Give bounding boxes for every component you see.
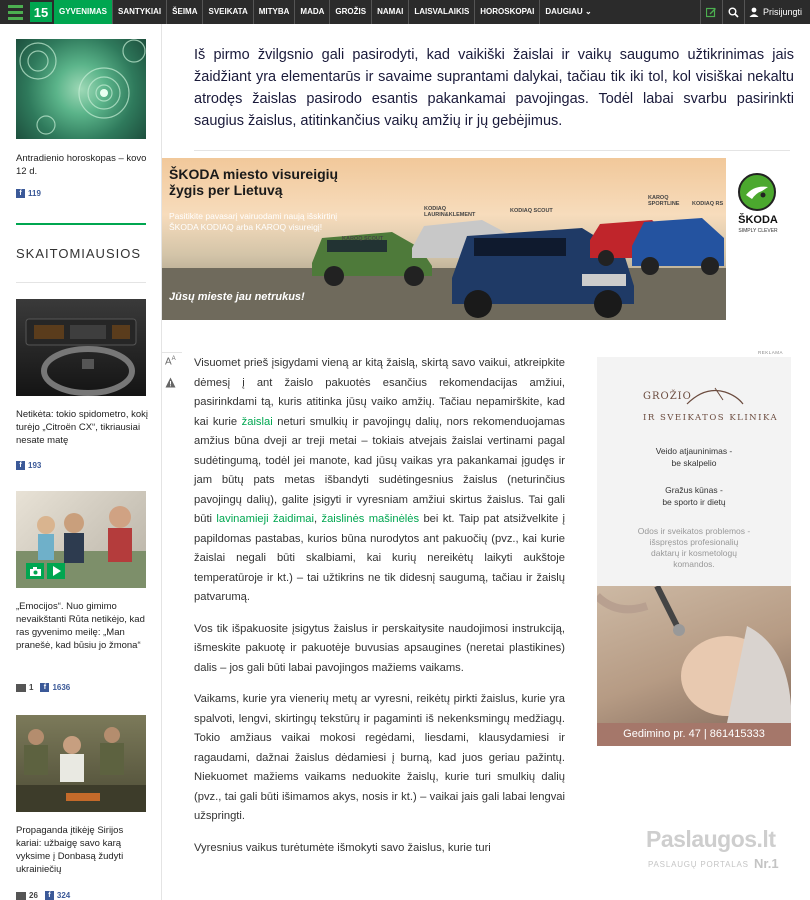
- intro-divider: [194, 150, 790, 151]
- facebook-share-count: 193: [28, 461, 42, 470]
- section-accent-line: [16, 223, 146, 225]
- section-divider: [16, 282, 146, 283]
- ad-grey-line4: komandos.: [673, 559, 715, 569]
- card-title-horoscope[interactable]: Antradienio horoskopas – kovo 12 d.: [16, 153, 147, 177]
- car-label-karoq-scout: KAROQ SCOUT: [342, 236, 384, 242]
- nav-item-daugiau-label: DAUGIAU: [545, 7, 583, 16]
- left-sidebar: [0, 24, 162, 900]
- facebook-share-count: 119: [28, 189, 41, 198]
- nav-item-laisvalaikis[interactable]: LAISVALAIKIS: [409, 0, 475, 24]
- car-label-kodiaq-rs: KODIAQ RS: [692, 201, 724, 207]
- nav-item-namai[interactable]: NAMAI: [372, 0, 409, 24]
- ad-grey-line3: daktarų ir kosmetologų: [651, 548, 737, 558]
- article-paragraph-3: Vaikams, kurie yra vienerių metų ar vyresni, reikėtų pirkti žaislus, kurie yra spalvoti, lengvi, skirtingų tekstūrų ir pagaminti iš nekenksmingų medžiagų. Tokio amžiaus vaikai mokosi regėdami, liesdami, klausydamiesi ir ragaudami, dažnai žaislus dėdamiesi į burną, kad juos geriau pažintų. Niekuomet mažiems vaikams neduokite žaislų, kurie turi smulkių dalių (pvz., tai gali būti išimamos akys, nosis ir kt.) – vaikai jais gali labai lengvai užspringti.: [194, 693, 565, 822]
- soldiers-thumbnail[interactable]: [16, 715, 146, 812]
- facebook-share-count: 1636: [52, 683, 71, 692]
- comment-count: 1: [29, 683, 34, 692]
- clinic-logo-line1: GROŽIO: [643, 391, 692, 402]
- article-body: [194, 354, 565, 870]
- nav-item-mityba[interactable]: MITYBA: [254, 0, 296, 24]
- car-label-karoq-sportline: KAROQ SPORTLINE: [648, 195, 680, 207]
- skoda-banner-ad[interactable]: [162, 158, 790, 320]
- nav-item-gyvenimas[interactable]: GYVENIMAS: [54, 0, 113, 24]
- nav-item-horoskopai[interactable]: HOROSKOPAI: [475, 0, 540, 24]
- search-icon[interactable]: [722, 0, 744, 24]
- paragraph-text: Visuomet prieš įsigydami vieną ar kitą žaislą, skirtą savo vaikui, atkreipkite dėmesį į ant žaislo pakuotės esančius rekomendacijas amžiui, pasirinkdami tą, kuris atitinka jūsų vaiko amžių. Tačiau nepamirškite, kad kai kurie: [194, 357, 565, 428]
- facial-treatment-image: [597, 586, 791, 723]
- camera-icon[interactable]: [26, 563, 44, 579]
- ad-grey-line1: Odos ir sveikatos problemos -: [637, 526, 751, 536]
- family-thumbnail[interactable]: [16, 491, 146, 588]
- section-title-skaitomiausios: SKAITOMIAUSIOS: [16, 246, 142, 261]
- card-title-emocijos[interactable]: „Emocijos“. Nuo gimimo nevaikštanti Rūta netikėjo, kad ras gyvenimo meilę: „Man pranešė, kad būsiu jo žmona“: [16, 601, 145, 651]
- article-paragraph-4: Vyresnius vaikus turėtumėte išmokyti savo žaislus, kurie turi: [194, 841, 491, 854]
- ad-text-line2: be skalpelio: [671, 458, 717, 468]
- nav-item-daugiau[interactable]: [540, 0, 596, 24]
- facebook-icon: f: [16, 189, 25, 198]
- watermark-nr: Nr.1: [754, 856, 779, 871]
- ad-text-line4: be sporto ir dietų: [662, 497, 726, 507]
- paslaugos-watermark: [646, 826, 786, 878]
- clinic-logo-icon: [685, 384, 745, 406]
- skoda-logo: [726, 158, 790, 320]
- card-meta-propaganda: [16, 891, 70, 900]
- clinic-photo: [597, 586, 791, 746]
- soldiers-photo-image: [16, 715, 146, 812]
- ad-label: REKLAMA: [758, 350, 784, 355]
- tools-divider: [162, 352, 182, 353]
- facebook-share-count: 324: [56, 891, 71, 900]
- nav-item-sveikata[interactable]: SVEIKATA: [203, 0, 253, 24]
- paragraph-text: bei kt. Taip pat atsižvelkite į papildomas pastabas, kurios būna nurodytos ant pakuočių (pvz., kai kurie žaislai negali būti skalbiami, kai kurių nereikėtų laikyti aukštoje temperatūroje ir kt.) – tai užtikrins ne tik didesnį saugumą, tačiau ir žaislų patvarumą.: [194, 513, 566, 603]
- car-label-kodiaq-lk: KODIAQ LAURIN&KLEMENT: [424, 206, 476, 218]
- paragraph-text: neturi smulkių ir pavojingų dalių, nors rekomenduojamas amžius būna dveji ar treji metai – tokiais atvejais žaislai vertinami pagal sudėtingumą, todėl jei manote, kad jūsų vaikas yra pakankamai įgudęs ir jam būtų pats metas išbandyti sudėtingesnius žaislus (neturinčius pavojingų dalių), galite įsigyti ir vyresniam amžiui skirtus žaislus. Tai gali būti: [194, 415, 565, 525]
- banner-headline: ŠKODA miesto visureigių žygis per Lietuvą: [169, 166, 339, 198]
- banner-subtext: Pasitikite pavasarį vairuodami naują išskirtinį ŠKODA KODIAQ arba KAROQ visureigį!: [169, 211, 338, 232]
- card-meta-speedometer: [16, 461, 41, 470]
- facebook-icon: f: [40, 683, 49, 692]
- horoscope-thumbnail[interactable]: [16, 39, 146, 139]
- paragraph-text: ,: [314, 513, 322, 525]
- succulent-image: [16, 39, 146, 139]
- ad-text-line3: Gražus kūnas -: [665, 485, 723, 495]
- facebook-icon: f: [16, 461, 25, 470]
- speedometer-thumbnail[interactable]: [16, 299, 146, 396]
- comment-icon: [16, 684, 26, 692]
- nav-item-grozis[interactable]: GROŽIS: [330, 0, 372, 24]
- dashboard-image: [16, 299, 146, 396]
- video-play-icon[interactable]: [47, 563, 65, 579]
- skoda-brand-text: ŠKODA: [738, 214, 778, 226]
- watermark-sub: PASLAUGŲ PORTALAS: [648, 860, 749, 869]
- report-warning-icon[interactable]: [165, 377, 176, 388]
- card-meta-emocijos: [16, 683, 70, 692]
- article-paragraph-1: [194, 354, 565, 608]
- car-label-kodiaq-scout: KODIAQ SCOUT: [510, 208, 553, 214]
- nav-right-tools: [700, 0, 810, 24]
- login-label: Prisijungti: [762, 7, 802, 17]
- chevron-down-icon: ⌄: [584, 7, 592, 16]
- link-zaislai[interactable]: žaislai: [241, 415, 273, 428]
- site-logo[interactable]: 15: [30, 2, 52, 22]
- card-meta-horoscope: [16, 189, 41, 198]
- nav-item-santykiai[interactable]: SANTYKIAI: [113, 0, 167, 24]
- comment-count: 26: [29, 891, 38, 900]
- card-title-propaganda[interactable]: Propaganda įtikėję Sirijos kariai: užbaigę savo karą vyksime į Donbasą žudyti ukrainiečių: [16, 825, 124, 875]
- ad-text-line1: Veido atjauninimas -: [655, 446, 733, 456]
- top-navigation: [0, 0, 810, 24]
- clinic-address-bar: Gedimino pr. 47 | 861415333: [597, 723, 791, 746]
- article-paragraph-2: Vos tik išpakuosite įsigytus žaislus ir perskaitysite naudojimosi instrukciją, išmeskite pakuotę ir pakuotėje buvusias apsaugines (neretai plastikines) dalis – jos gali būti labai pavojingos mažiems vaikams.: [194, 622, 565, 674]
- clinic-ad[interactable]: [597, 357, 791, 746]
- user-icon: [749, 7, 759, 17]
- skoda-tagline: SIMPLY CLEVER: [738, 228, 778, 234]
- nav-item-mada[interactable]: MADA: [295, 0, 330, 24]
- link-zaislines-masineles[interactable]: žaislinės mašinėlės: [321, 513, 420, 525]
- facebook-icon: f: [45, 891, 54, 900]
- font-size-icon[interactable]: $A^A$: [165, 356, 176, 368]
- menu-icon[interactable]: [0, 0, 30, 24]
- media-badges: [26, 563, 65, 579]
- edit-icon[interactable]: [700, 0, 722, 24]
- banner-footer: Jūsų mieste jau netrukus!: [169, 291, 305, 303]
- link-lavinamieji-zaidimai[interactable]: lavinamieji žaidimai: [216, 513, 315, 525]
- ad-grey-line2: išspręstos profesionalių: [649, 537, 739, 547]
- nav-item-seima[interactable]: ŠEIMA: [167, 0, 203, 24]
- card-title-speedometer[interactable]: Netikėta: tokio spidometro, kokį turėjo „Citroën CX“, tikriausiai nesate matę: [16, 409, 149, 446]
- login-button[interactable]: [744, 0, 810, 24]
- comment-icon: [16, 892, 26, 900]
- clinic-logo-line2: IR SVEIKATOS KLINIKA: [643, 413, 779, 423]
- article-intro: Iš pirmo žvilgsnio gali pasirodyti, kad vaikiški žaislai ir vaikų saugumo užtikrinimas jais žaidžiant yra elementarūs ir savaime suprantami dalykai, tačiau tik iki tol, kol visiškai nekaltu atrodęs žaislas pasirodo esantis pakankamai pavojingas. Todėl labai svarbu pasirinkti saugius žaislus, atitinkančius vaikų amžių ir jų gebėjimus.: [194, 47, 794, 129]
- watermark-main: Paslaugos.lt: [646, 826, 776, 852]
- skoda-arrow-icon: [738, 173, 776, 211]
